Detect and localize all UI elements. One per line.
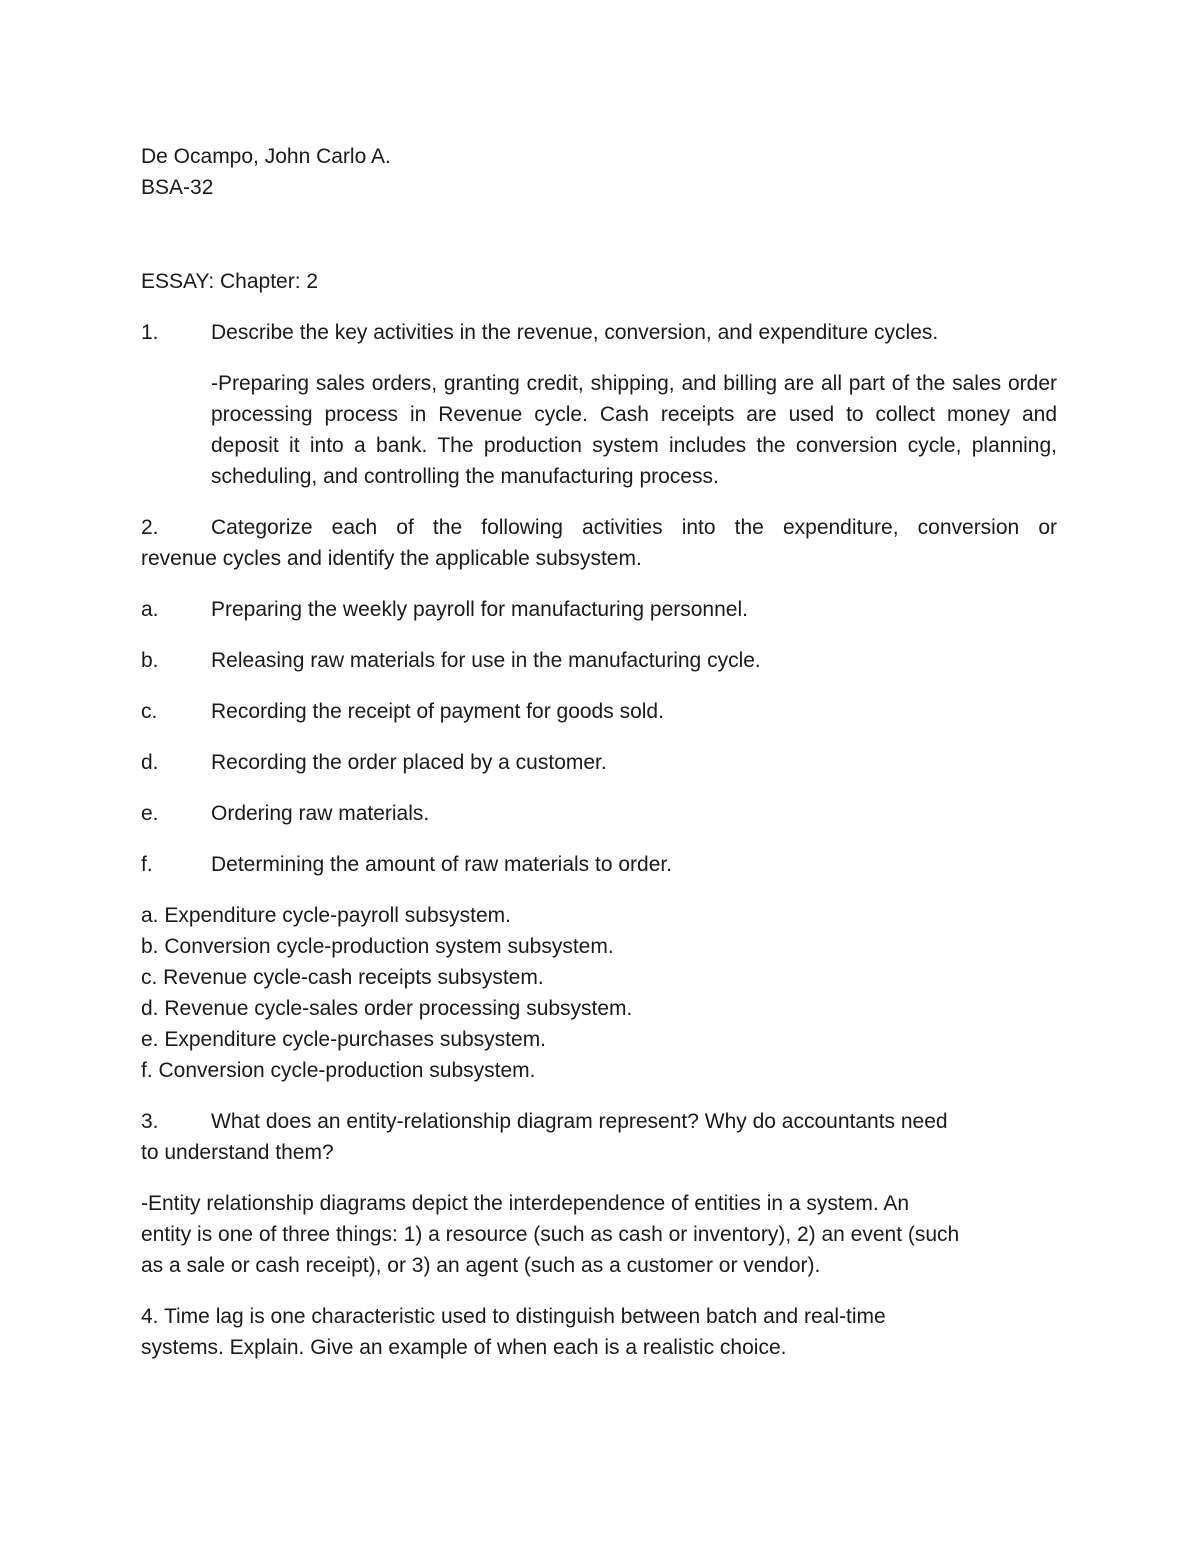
question-2-number: 2. xyxy=(141,516,159,539)
activity-text: Recording the receipt of payment for goods sold. xyxy=(211,700,664,723)
activity-letter: a. xyxy=(141,598,159,621)
activity-letter: f. xyxy=(141,853,153,876)
question-4-text-line1: 4. Time lag is one characteristic used to distinguish between batch and real-time xyxy=(141,1305,886,1328)
activity-item-e xyxy=(141,798,1057,829)
answer-e: e. Expenditure cycle-purchases subsystem. xyxy=(141,1028,547,1051)
essay-title: ESSAY: Chapter: 2 xyxy=(141,270,319,293)
answer-f: f. Conversion cycle-production subsystem. xyxy=(141,1059,536,1082)
activity-item-b xyxy=(141,645,1057,676)
question-3-answer-line2: entity is one of three things: 1) a resource (such as cash or inventory), 2) an event (such xyxy=(141,1223,960,1246)
question-3-answer-line1: -Entity relationship diagrams depict the interdependence of entities in a system. An xyxy=(141,1192,910,1215)
document-body xyxy=(141,141,1057,1363)
question-3 xyxy=(141,1106,1057,1168)
question-3-text-line1: What does an entity-relationship diagram represent? Why do accountants need xyxy=(211,1110,948,1133)
activity-text: Preparing the weekly payroll for manufacturing personnel. xyxy=(211,598,748,621)
activity-letter: b. xyxy=(141,649,159,672)
question-2-text-line2: revenue cycles and identify the applicable subsystem. xyxy=(141,547,642,570)
activity-letter: c. xyxy=(141,700,158,723)
student-section: BSA-32 xyxy=(141,176,214,199)
question-3-number: 3. xyxy=(141,1110,159,1133)
student-name: De Ocampo, John Carlo A. xyxy=(141,145,391,168)
question-1-answer: -Preparing sales orders, granting credit, shipping, and billing are all part of the sales order processing process in Revenue cycle. Cash receipts are used to collect money and deposit it into a bank. The production system includes the conversion cycle, planning, scheduling, and controlling the manufacturing process. xyxy=(211,372,1057,488)
activity-text: Determining the amount of raw materials to order. xyxy=(211,853,673,876)
question-3-answer-line3: as a sale or cash receipt), or 3) an agent (such as a customer or vendor). xyxy=(141,1254,821,1277)
activity-letter: d. xyxy=(141,751,159,774)
question-2 xyxy=(141,512,1057,574)
question-4 xyxy=(141,1301,1057,1363)
answer-a: a. Expenditure cycle-payroll subsystem. xyxy=(141,904,511,927)
question-2-answers xyxy=(141,900,1057,1086)
answer-d: d. Revenue cycle-sales order processing subsystem. xyxy=(141,997,633,1020)
question-4-text-line2: systems. Explain. Give an example of when each is a realistic choice. xyxy=(141,1336,787,1359)
activity-text: Recording the order placed by a customer. xyxy=(211,751,607,774)
question-1 xyxy=(141,317,1057,348)
question-1-number: 1. xyxy=(141,321,159,344)
activity-text: Releasing raw materials for use in the manufacturing cycle. xyxy=(211,649,761,672)
activity-item-a xyxy=(141,594,1057,625)
activity-text: Ordering raw materials. xyxy=(211,802,430,825)
activity-item-d xyxy=(141,747,1057,778)
question-2-text-line1: Categorize each of the following activities into the expenditure, conversion or xyxy=(211,516,1057,539)
question-3-text-line2: to understand them? xyxy=(141,1141,334,1164)
activity-item-f xyxy=(141,849,1057,880)
question-1-text: Describe the key activities in the revenue, conversion, and expenditure cycles. xyxy=(211,321,939,344)
answer-c: c. Revenue cycle-cash receipts subsystem. xyxy=(141,966,544,989)
answer-b: b. Conversion cycle-production system subsystem. xyxy=(141,935,614,958)
question-3-answer xyxy=(141,1188,1057,1281)
activity-item-c xyxy=(141,696,1057,727)
activity-letter: e. xyxy=(141,802,159,825)
